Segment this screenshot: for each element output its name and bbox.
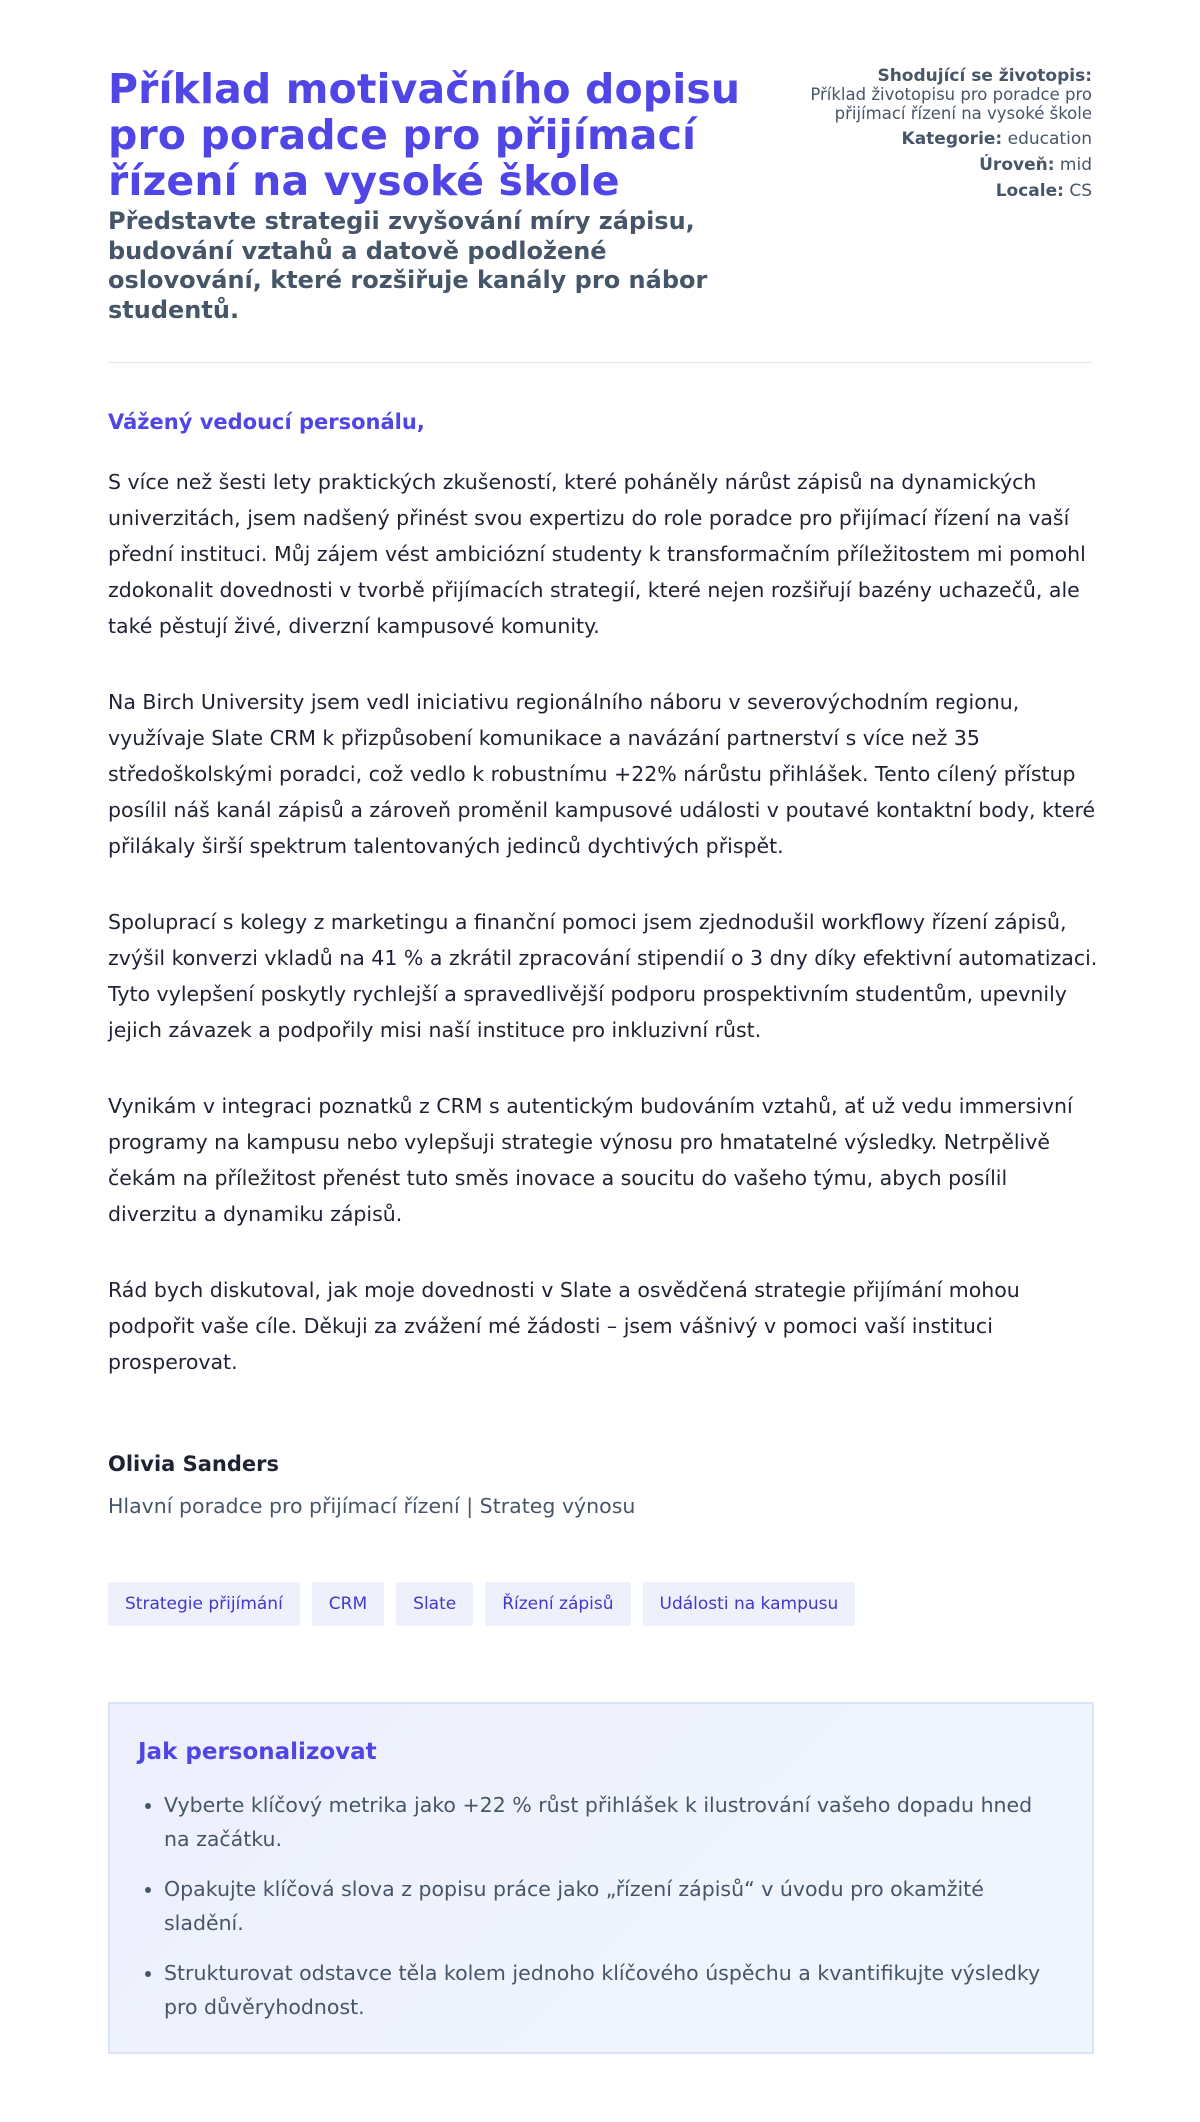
skill-tag[interactable]: Strategie přijímání [108,1582,300,1626]
letter-paragraph: S více než šesti lety praktických zkušeností, které poháněly nárůst zápisů na dynamických univerzitách, jsem nadšený přinést svou expertizu do role poradce pro přijímací řízení na vaší přední instituci. Můj zájem vést ambiciózní studenty k transformačním příležitostem mi pomohl zdokonalit dovednosti v tvorbě přijímacích strategií, které nejen rozšiřují bazény uchazečů, ale také pěstují živé, diverzní kampusové komunity. [108,470,1086,638]
meta-locale [802,181,1092,201]
meta-panel [802,66,1092,207]
meta-category [802,129,1092,149]
tip-item: • Vyberte klíčový metrika jako +22 % růst přihlášek k ilustrování vašeho dopadu hned na začátku. [164,1788,1064,1856]
meta-category-value: education [1007,129,1092,149]
meta-level-label: Úroveň: [979,155,1055,175]
letter-paragraph: Rád bych diskutoval, jak moje dovednosti v Slate a osvědčená strategie přijímání mohou podpořit vaše cíle. Děkuji za zvážení mé žádosti – jsem vášnivý v pomoci vaší instituci prosperovat. [108,1278,1020,1374]
letter-header [108,0,1092,363]
meta-level-value: mid [1059,155,1092,175]
meta-category-label: Kategorie: [901,129,1003,149]
personalize-tips-box [108,1702,1094,2054]
matched-resume-link[interactable]: Příklad životopisu pro poradce pro přijímací řízení na vysoké škole [810,85,1092,123]
page-title: Příklad motivačního dopisu pro poradce pro přijímací řízení na vysoké škole [108,65,741,205]
letter-paragraph: Na Birch University jsem vedl iniciativu regionálního náboru v severovýchodním regionu, využívaje Slate CRM k přizpůsobení komunikace a navázání partnerství s více než 35 středoškolskými poradci, což vedlo k robustnímu +22% nárůstu přihlášek. Tento cílený přístup posílil náš kanál zápisů a zároveň proměnil kampusové události v poutavé kontaktní body, které přilákaly širší spektrum talentovaných jedinců dychtivých přispět. [108,690,1096,858]
skill-tag[interactable]: Události na kampusu [643,1582,856,1626]
meta-locale-value: CS [1069,181,1092,201]
tip-item: • Strukturovat odstavce těla kolem jednoho klíčového úspěchu a kvantifikujte výsledky pro důvěryhodnost. [164,1956,1064,2024]
tip-item: • Opakujte klíčová slova z popisu práce jako „řízení zápisů“ v úvodu pro okamžité sladění. [164,1872,1064,1940]
skill-tag[interactable]: Slate [396,1582,473,1626]
signature-role: Hlavní poradce pro přijímací řízení | Strateg výnosu [108,1494,636,1518]
meta-level [802,155,1092,175]
letter-greeting: Vážený vedoucí personálu, [108,410,425,434]
letter-paragraph: Vynikám v integraci poznatků z CRM s autentickým budováním vztahů, ať už vedu immersivní programy na kampusu nebo vylepšuji strategie výnosu pro hmatatelné výsledky. Netrpělivě čekám na příležitost přenést tuto směs inovace a soucitu do vašeho týmu, abych posílil diverzitu a dynamiku zápisů. [108,1094,1073,1226]
tips-list [138,1788,1064,2024]
meta-matched-label: Shodující se životopis: [877,66,1092,86]
letter-paragraph: Spoluprací s kolegy z marketingu a finanční pomoci jsem zjednodušil workflowy řízení zápisů, zvýšil konverzi vkladů na 41 % a zkrátil zpracování stipendií o 3 dny díky efektivní automatizaci. Tyto vylepšení poskytly rychlejší a spravedlivější podporu prospektivním studentům, upevnily jejich závazek a podpořily misi naší instituce pro inkluzivní růst. [108,910,1098,1042]
skill-tag[interactable]: CRM [312,1582,384,1626]
signature-name: Olivia Sanders [108,1452,279,1476]
letter-body [108,464,1098,1420]
skill-tags [108,1582,855,1626]
meta-matched-resume [802,66,1092,123]
meta-locale-label: Locale: [995,181,1064,201]
tips-title: Jak personalizovat [138,1739,377,1765]
skill-tag[interactable]: Řízení zápisů [485,1582,630,1626]
page-subtitle: Představte strategii zvyšování míry zápisu, budování vztahů a datově podložené oslovování, které rozšiřuje kanály pro nábor studentů. [108,207,708,324]
signature-block [108,1449,635,1521]
